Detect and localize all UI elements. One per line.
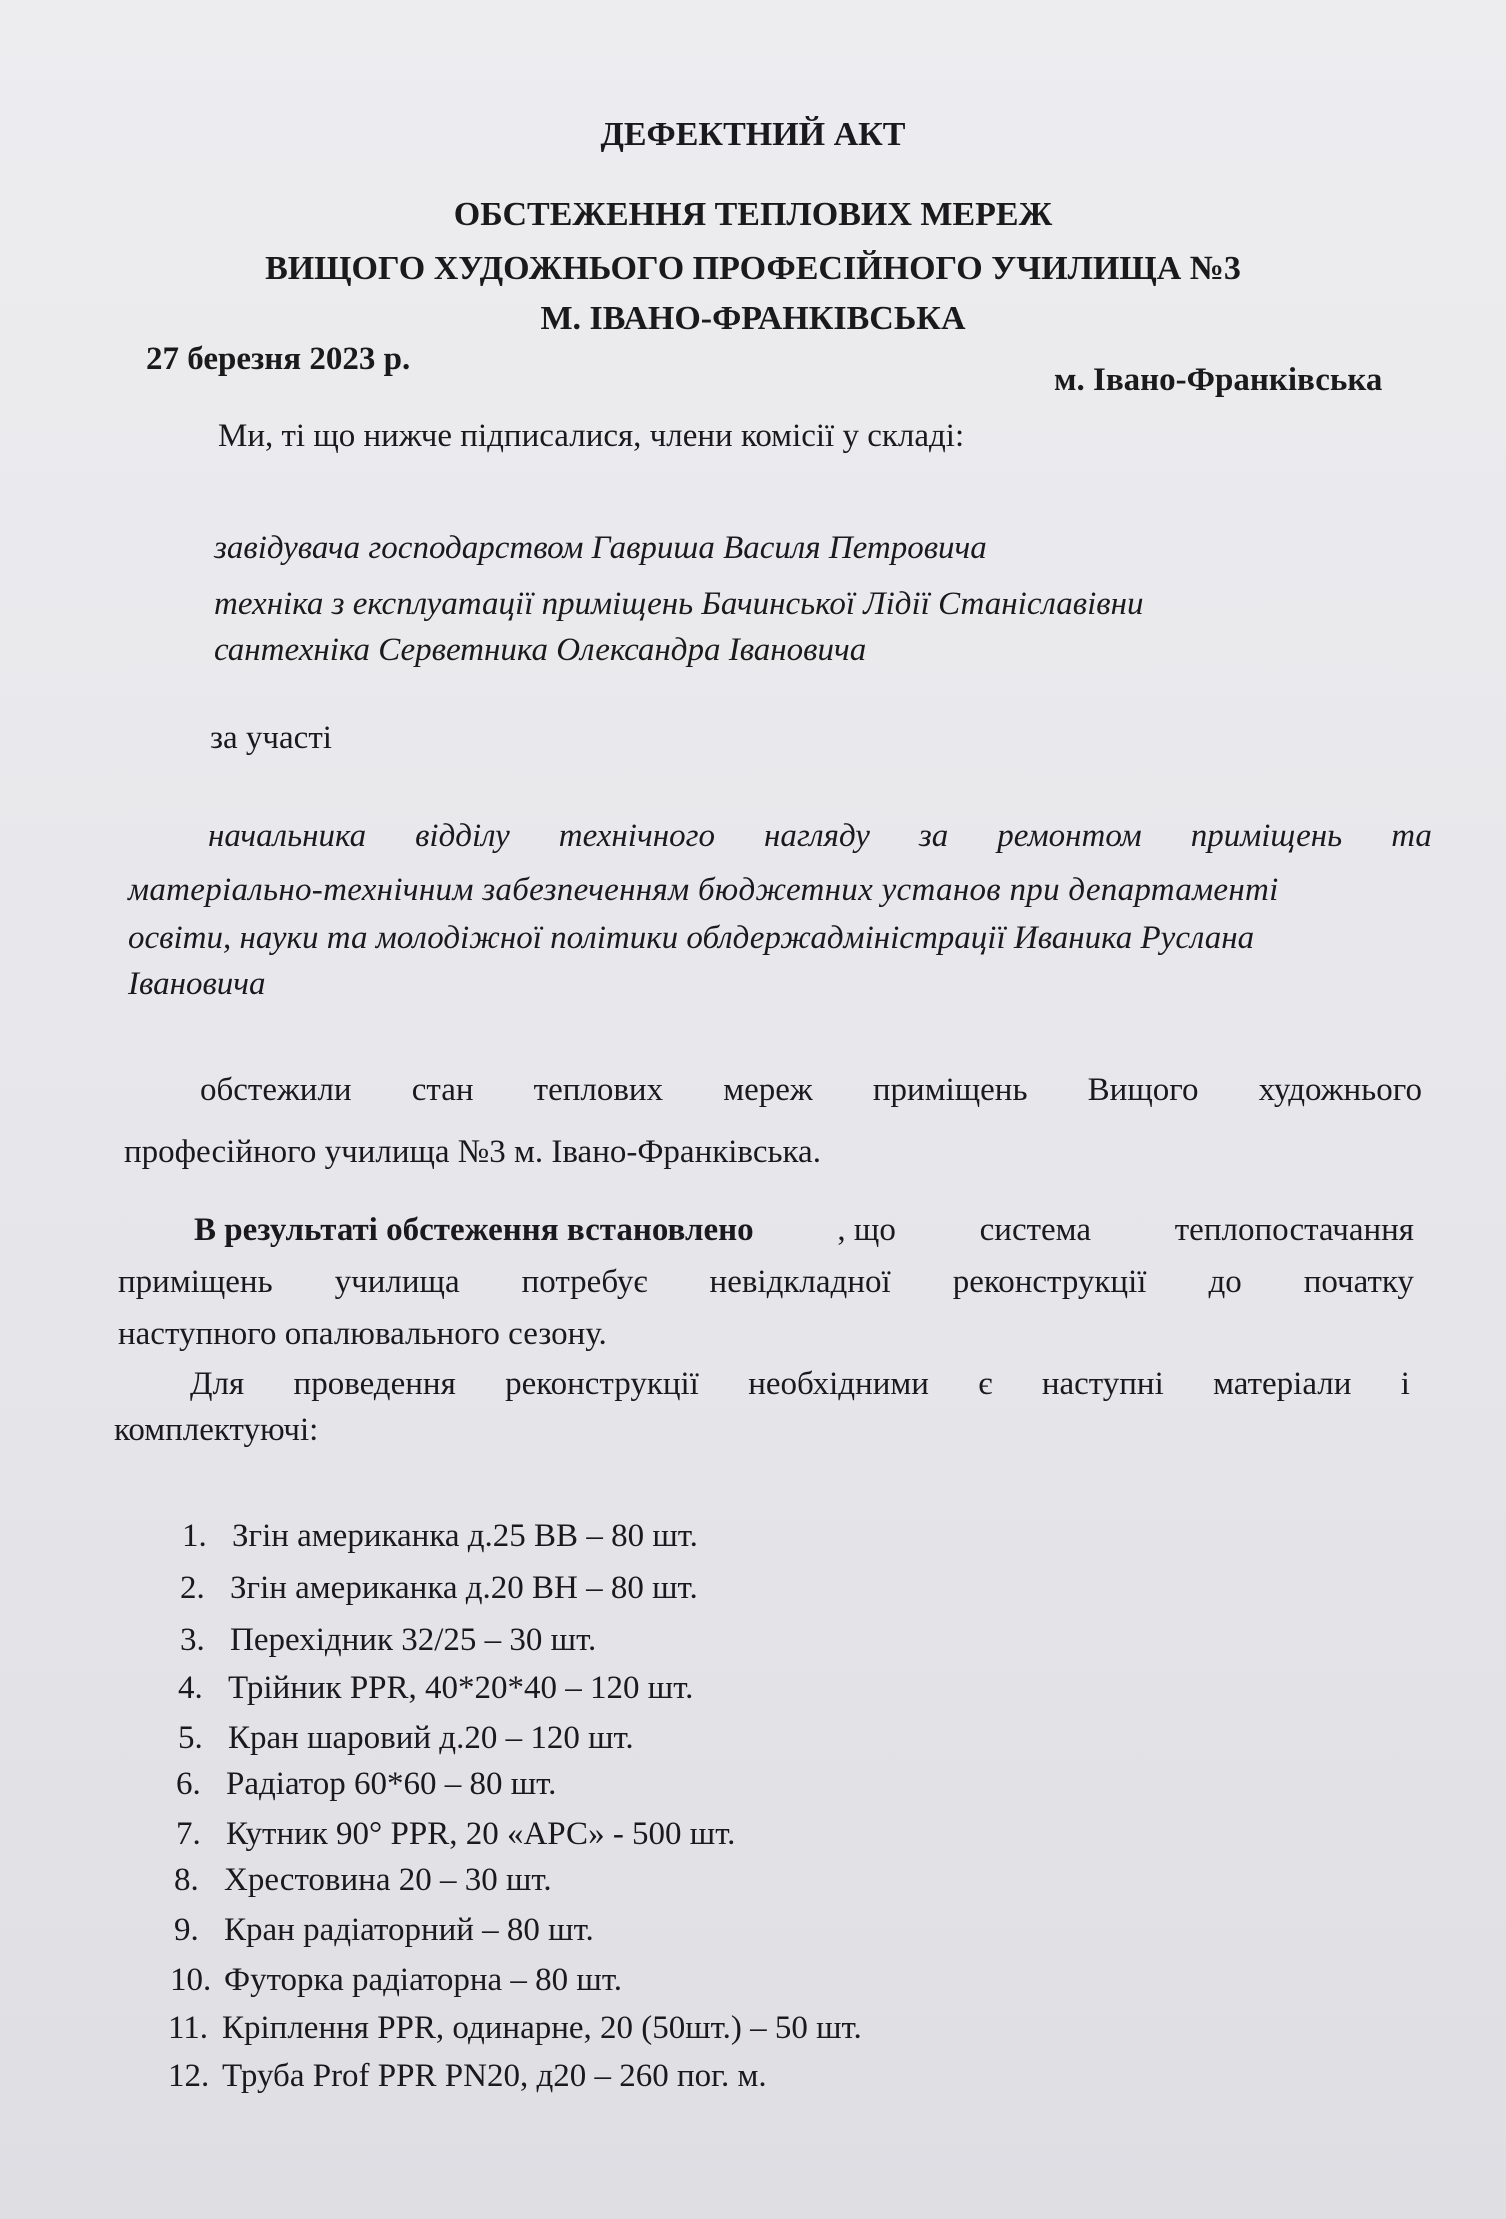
result-word: невідкладної [709, 1264, 891, 1300]
commission-member-1: завідувача господарством Гавриша Василя Петровича [214, 530, 987, 566]
inspected-line-2: професійного училища №3 м. Івано-Франківська. [124, 1134, 821, 1170]
result-line-1 [194, 1214, 1414, 1247]
materials-intro-word: необхідними [748, 1366, 929, 1402]
document-date: 27 березня 2023 р. [146, 341, 411, 377]
material-list-item [182, 1520, 698, 1553]
participant-word: технічного [558, 818, 715, 854]
material-text: Перехідник 32/25 – 30 шт. [230, 1622, 597, 1658]
result-word: реконструкції [952, 1264, 1147, 1300]
material-text: Кріплення PPR, одинарне, 20 (50шт.) – 50 шт. [222, 2010, 862, 2046]
inspected-line-1 [200, 1074, 1422, 1107]
result-word: потребує [521, 1264, 648, 1300]
participant-word: нагляду [763, 818, 870, 854]
result-word: , що [837, 1212, 896, 1248]
inspected-word: Вищого [1087, 1072, 1199, 1108]
inspected-word: приміщень [872, 1072, 1028, 1108]
material-number: 9. [174, 1912, 199, 1948]
materials-intro-word: і [1400, 1366, 1410, 1402]
material-text: Радіатор 60*60 – 80 шт. [226, 1766, 557, 1802]
material-list-item [180, 1572, 698, 1605]
material-list-item [178, 1722, 634, 1755]
material-number: 6. [176, 1766, 201, 1802]
material-text: Хрестовина 20 – 30 шт. [224, 1862, 552, 1898]
commission-member-3: сантехніка Серветника Олександра Івановича [214, 632, 867, 668]
inspected-word: мереж [723, 1072, 813, 1108]
materials-intro-line-1 [190, 1368, 1410, 1401]
commission-member-2: техніка з експлуатації приміщень Бачинської Лідії Станіславівни [214, 586, 1144, 622]
result-line-2 [118, 1266, 1414, 1299]
document-city: м. Івано-Франківська [1054, 362, 1383, 398]
material-number: 11. [168, 2010, 209, 2046]
material-number: 2. [180, 1570, 205, 1606]
material-number: 4. [178, 1670, 203, 1706]
material-text: Трійник PPR, 40*20*40 – 120 шт. [228, 1670, 694, 1706]
materials-intro-word: матеріали [1213, 1366, 1352, 1402]
material-number: 7. [176, 1816, 201, 1852]
material-text: Згін американка д.25 ВВ – 80 шт. [232, 1518, 698, 1554]
inspected-word: стан [411, 1072, 474, 1108]
document-subtitle-line-2: ВИЩОГО ХУДОЖНЬОГО ПРОФЕСІЙНОГО УЧИЛИЩА №3 [265, 250, 1241, 287]
inspected-word: обстежили [200, 1072, 352, 1108]
material-text: Кран шаровий д.20 – 120 шт. [228, 1720, 634, 1756]
material-list-item [168, 2012, 862, 2045]
material-list-item [174, 1864, 552, 1897]
material-number: 12. [168, 2058, 210, 2094]
document-subtitle-line-3: М. ІВАНО-ФРАНКІВСЬКА [540, 300, 966, 337]
participant-word: за [918, 818, 949, 854]
participant-word: начальника [208, 818, 367, 854]
materials-intro-line-2: комплектуючі: [114, 1412, 319, 1448]
document-title: ДЕФЕКТНИЙ АКТ [600, 116, 906, 153]
material-number: 3. [180, 1622, 205, 1658]
result-line-3: наступного опалювального сезону. [118, 1316, 607, 1352]
result-bold-phrase: В результаті обстеження встановлено [194, 1212, 754, 1248]
material-number: 5. [178, 1720, 203, 1756]
materials-intro-word: є [978, 1366, 993, 1402]
result-word: теплопостачання [1174, 1212, 1414, 1248]
materials-intro-word: Для [190, 1366, 245, 1402]
participant-line-3: освіти, науки та молодіжної політики облдержадміністрації Иваника Руслана [128, 920, 1255, 956]
participant-line-1 [208, 820, 1432, 853]
participant-word: та [1391, 818, 1432, 854]
document-subtitle-line-1: ОБСТЕЖЕННЯ ТЕПЛОВИХ МЕРЕЖ [453, 196, 1053, 233]
material-list-item [170, 1964, 622, 1997]
material-list-item [178, 1672, 693, 1705]
material-list-item [176, 1818, 735, 1851]
material-text: Кран радіаторний – 80 шт. [224, 1912, 594, 1948]
material-number: 8. [174, 1862, 199, 1898]
material-text: Згін американка д.20 ВН – 80 шт. [230, 1570, 698, 1606]
materials-intro-word: наступні [1041, 1366, 1164, 1402]
result-word: приміщень [118, 1264, 273, 1300]
participant-word: ремонтом [997, 818, 1142, 854]
result-word: система [979, 1212, 1091, 1248]
inspected-word: художнього [1258, 1072, 1422, 1108]
participant-line-4: Івановича [128, 966, 266, 1002]
material-list-item [176, 1768, 556, 1801]
result-word: початку [1303, 1264, 1414, 1300]
result-word: училища [334, 1264, 460, 1300]
material-list-item [174, 1914, 594, 1947]
participant-word: приміщень [1190, 818, 1343, 854]
participant-line-2: матеріально-технічним забезпеченням бюджетних установ при департаменті [128, 872, 1279, 908]
result-word: до [1208, 1264, 1242, 1300]
material-number: 1. [182, 1518, 207, 1554]
material-list-item [180, 1624, 596, 1657]
material-text: Труба Prof PPR PN20, д20 – 260 пог. м. [222, 2058, 767, 2094]
participant-word: відділу [415, 818, 510, 854]
inspected-word: теплових [533, 1072, 664, 1108]
material-text: Кутник 90° PPR, 20 «АРС» - 500 шт. [226, 1816, 736, 1852]
intro-paragraph: Ми, ті що нижче підписалися, члени комісії у складі: [218, 418, 965, 454]
participation-label: за участі [210, 720, 332, 756]
material-list-item [168, 2060, 767, 2093]
materials-intro-word: реконструкції [505, 1366, 699, 1402]
materials-intro-word: проведення [293, 1366, 456, 1402]
material-text: Футорка радіаторна – 80 шт. [224, 1962, 623, 1998]
material-number: 10. [170, 1962, 212, 1998]
